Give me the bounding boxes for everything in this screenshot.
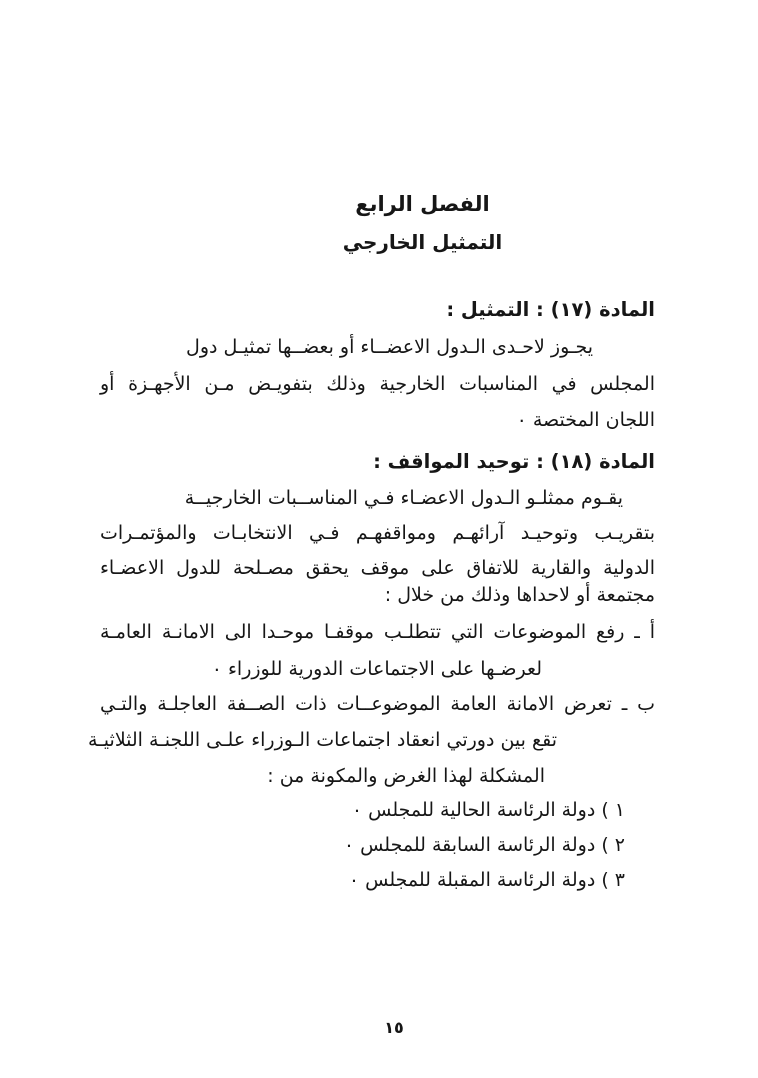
article-18-item-b-line-3: المشكلة لهذا الغرض والمكونة من : (267, 765, 545, 787)
page-number: ١٥ (384, 1018, 404, 1037)
chapter-subtitle: التمثيل الخارجي (342, 230, 503, 254)
article-18-item-b-line-2: تقع بين دورتي انعقاد اجتماعات الـوزراء علـى اللجنـة الثلاثيـة (88, 729, 557, 751)
article-18-item-b-line-1: ب ـ تعرض الامانة العامة الموضوعــات ذات الصــفة العاجلـة والتـي (100, 693, 655, 715)
chapter-title: الفصل الرابع (355, 192, 490, 216)
article-18-heading: المادة (١٨) : توحيد المواقف : (373, 450, 655, 473)
article-17-line-2: المجلس في المناسبات الخارجية وذلك بتفويـض مـن الأجهـزة أو (100, 373, 655, 395)
article-18-item-a-line-2: لعرضـها على الاجتماعات الدورية للوزراء ٠ (211, 658, 542, 680)
article-18-line-4: مجتمعة أو لاحداها وذلك من خلال : (384, 584, 655, 606)
article-17-line-1: يجـوز لاحـدى الـدول الاعضــاء أو بعضــها تمثيـل دول (186, 336, 593, 358)
text-column (88, 0, 655, 1078)
article-18-line-2: بتقريـب وتوحيـد آرائهـم ومواقفهـم فـي الانتخابـات والمؤتمـرات (100, 522, 655, 544)
article-18-numbered-item-1: ١ ) دولة الرئاسة الحالية للمجلس ٠ (351, 799, 625, 821)
article-18-numbered-item-3: ٣ ) دولة الرئاسة المقبلة للمجلس ٠ (348, 869, 625, 891)
article-17-line-3: اللجان المختصة ٠ (516, 409, 655, 431)
article-18-line-3: الدولية والقارية للاتفاق على موقف يحقق مصـلحة للدول الاعضـاء (100, 557, 655, 579)
article-18-line-1: يقـوم ممثلـو الـدول الاعضـاء فـي المناســبات الخارجيــة (184, 487, 623, 509)
article-17-heading: المادة (١٧) : التمثيل : (446, 298, 655, 321)
article-18-numbered-item-2: ٢ ) دولة الرئاسة السابقة للمجلس ٠ (343, 834, 625, 856)
article-18-item-a-line-1: أ ـ رفع الموضوعات التي تتطلـب موقفـا موحـدا الى الامانـة العامـة (100, 621, 655, 643)
